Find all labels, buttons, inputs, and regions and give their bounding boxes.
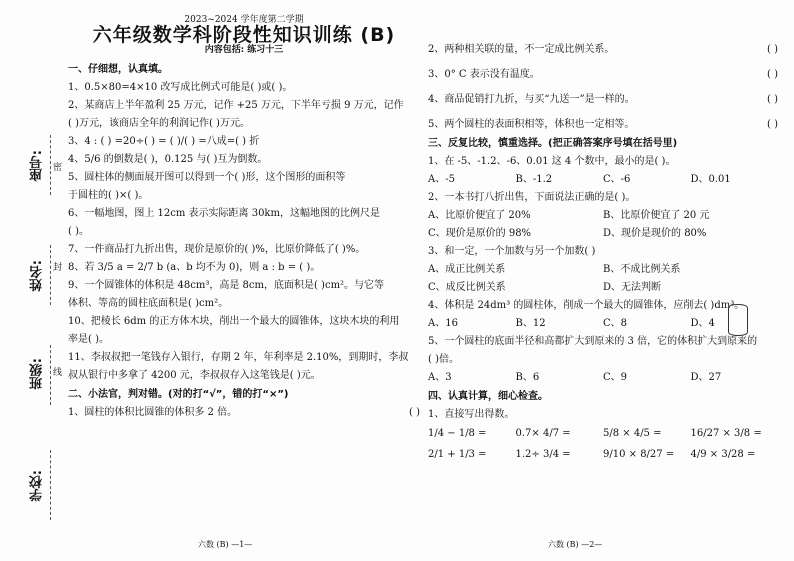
- choice-3: 3、和一定，一个加数与另一个加数( ): [428, 246, 596, 257]
- judge-2: [428, 43, 778, 56]
- seal-xian: 线: [53, 368, 63, 378]
- school-label: 学校:: [30, 470, 45, 502]
- choice-3-options-row1: [428, 263, 778, 276]
- choice-5-option-a[interactable]: A、3: [428, 372, 452, 383]
- choice-2-option-a[interactable]: A、比原价便宜了 20%: [428, 210, 531, 221]
- judge-5-answer[interactable]: ( ): [767, 119, 778, 130]
- choice-1: 1、在 -5、-1.2、-6、0.01 这 4 个数中，最小的是( )。: [428, 156, 676, 167]
- question-1: 1、0.5×80=4×10 改写成比例式可能是( )或( )。: [68, 82, 293, 93]
- seat-label: 座号:: [30, 150, 45, 182]
- choice-4-options: [428, 317, 778, 330]
- exam-title: 六年级数学科阶段性知识训练 (B): [92, 24, 396, 46]
- section-fill-heading: 一、仔细想，认真填。: [68, 64, 168, 75]
- judge-2-text: 2、两种相关联的量，不一定成比例关系。: [428, 44, 615, 55]
- calc-item[interactable]: 4/9 × 3/28 =: [690, 449, 756, 460]
- question-5a: 5、圆柱体的侧面展开图可以得到一个( )形，这个图形的面积等: [68, 172, 346, 183]
- judge-3-text: 3、0° C 表示没有温度。: [428, 69, 540, 80]
- question-6a: 6、一幅地图，图上 12cm 表示实际距离 30km，这幅地图的比例尺是: [68, 208, 380, 219]
- left-page: [68, 0, 420, 561]
- question-2b: ( )万元，该商店全年的利润记作( )万元。: [68, 118, 250, 129]
- choice-4-option-d[interactable]: D、4: [690, 318, 715, 329]
- question-3: 3、4 : ( ) =20÷( ) = ( )/( ) =八成=( ) 折: [68, 136, 260, 147]
- choice-3-options-row2: [428, 281, 778, 294]
- choice-1-option-d[interactable]: D、0.01: [690, 174, 731, 185]
- judge-4: [428, 93, 778, 106]
- choice-5-option-d[interactable]: D、27: [690, 372, 722, 383]
- question-7: 7、一件商品打九折出售，现价是原价的( )%，比原价降低了( )%。: [68, 244, 366, 255]
- question-4: 4、5/6 的倒数是( )，0.125 与( )互为倒数。: [68, 154, 268, 165]
- calc-subheading: 1、直接写出得数。: [428, 409, 515, 420]
- class-label: 班级:: [30, 358, 45, 390]
- calc-item[interactable]: 5/8 × 4/5 =: [603, 428, 662, 439]
- section-judge-heading: 二、小法官，判对错。(对的打“√”，错的打“×”): [68, 389, 289, 400]
- blank-line-school: [50, 450, 51, 520]
- choice-3-option-b[interactable]: B、不成比例关系: [603, 264, 681, 275]
- question-11a: 11、李叔叔把一笔钱存入银行，存期 2 年，年利率是 2.10%，到期时，李叔: [68, 352, 409, 363]
- exam-scope: 内容包括: 练习十三: [204, 45, 284, 55]
- question-9a: 9、一个圆锥体的体积是 48cm³，高是 8cm，底面积是( )cm²。与它等: [68, 280, 385, 291]
- choice-2-option-b[interactable]: B、比原价便宜了 20 元: [603, 210, 710, 221]
- choice-5b: ( )倍。: [428, 354, 459, 365]
- choice-2: 2、一本书打八折出售，下面说法正确的是( )。: [428, 192, 636, 203]
- section-calc-heading: 四、认真计算，细心检查。: [428, 391, 548, 402]
- right-page: [428, 0, 778, 561]
- choice-2-option-d[interactable]: D、现价是现价的 80%: [603, 228, 707, 239]
- choice-5a: 5、一个圆柱的底面半径和高都扩大到原来的 3 倍，它的体积扩大到原来的: [428, 336, 758, 347]
- judge-1-text: 1、圆柱的体积比圆锥的体积多 2 倍。: [68, 407, 238, 418]
- calc-item[interactable]: 16/27 × 3/8 =: [690, 428, 762, 439]
- seal-mi: 密: [53, 163, 63, 173]
- choice-4: 4、体积是 24dm³ 的圆柱体，削成一个最大的圆锥体，应削去( )dm³。: [428, 300, 745, 311]
- choice-4-option-a[interactable]: A、16: [428, 318, 458, 329]
- choice-1-option-c[interactable]: C、-6: [603, 174, 631, 185]
- choice-2-option-c[interactable]: C、现价是原价的 98%: [428, 228, 532, 239]
- choice-4-option-c[interactable]: C、8: [603, 318, 628, 329]
- judge-4-answer[interactable]: ( ): [767, 94, 778, 105]
- blank-line-name: [50, 245, 51, 305]
- choice-4-option-b[interactable]: B、12: [515, 318, 546, 329]
- choice-3-option-d[interactable]: D、无法判断: [603, 282, 662, 293]
- choice-5-options: [428, 371, 778, 384]
- question-8: 8、若 3/5 a = 2/7 b (a、b 均不为 0)，则 a : b = ( )。: [68, 262, 321, 273]
- judge-4-text: 4、商品促销打九折，与买“九送一”是一样的。: [428, 94, 635, 105]
- question-5b: 于圆柱的( )×( )。: [68, 190, 149, 201]
- blank-line-seat: [50, 135, 51, 195]
- calc-item[interactable]: 1/4 − 1/8 =: [428, 428, 487, 439]
- judge-2-answer[interactable]: ( ): [767, 44, 778, 55]
- question-11b: 叔从银行中多拿了 4200 元，李叔叔存入这笔钱是( )元。: [68, 370, 321, 381]
- calc-item[interactable]: 9/10 × 8/27 =: [603, 449, 675, 460]
- choice-2-options-row2: [428, 227, 778, 240]
- cylinder-figure-icon: [728, 304, 748, 336]
- calc-item[interactable]: 2/1 + 1/3 =: [428, 449, 487, 460]
- choice-1-option-a[interactable]: A、-5: [428, 174, 455, 185]
- calc-item[interactable]: 0.7× 4/7 =: [515, 428, 571, 439]
- section-choice-heading: 三、反复比较，慎重选择。(把正确答案序号填在括号里): [428, 138, 678, 149]
- choice-1-option-b[interactable]: B、-1.2: [515, 174, 553, 185]
- page-footer-2: 六数 (B) —2—: [548, 540, 603, 549]
- page-footer-1: 六数 (B) —1—: [198, 540, 253, 549]
- blank-line-class: [50, 345, 51, 405]
- judge-5-text: 5、两个圆柱的表面积相等，体积也一定相等。: [428, 119, 635, 130]
- choice-1-options: [428, 173, 778, 186]
- choice-3-option-a[interactable]: A、成正比例关系: [428, 264, 506, 275]
- choice-2-options-row1: [428, 209, 778, 222]
- seal-feng: 封: [53, 263, 63, 273]
- question-2a: 2、某商店上半年盈利 25 万元，记作 +25 万元，下半年亏损 9 万元，记作: [68, 100, 404, 111]
- choice-5-option-c[interactable]: C、9: [603, 372, 628, 383]
- judge-1-answer[interactable]: ( ): [409, 407, 420, 418]
- judge-3: [428, 68, 778, 81]
- binding-strip: [0, 0, 62, 561]
- calc-item[interactable]: 1.2÷ 3/4 =: [515, 449, 571, 460]
- school-year: 2023~2024 学年度第二学期: [184, 15, 304, 25]
- question-10b: 率是( )。: [68, 334, 109, 345]
- question-10a: 10、把棱长 6dm 的正方体木块，削出一个最大的圆锥体，这块木块的利用: [68, 316, 400, 327]
- judge-3-answer[interactable]: ( ): [767, 69, 778, 80]
- name-label: 姓名:: [30, 260, 45, 292]
- question-9b: 体积、等高的圆柱底面积是( )cm²。: [68, 298, 229, 309]
- calc-grid: [428, 427, 778, 461]
- judge-1: [68, 406, 420, 419]
- judge-5: [428, 118, 778, 131]
- choice-3-option-c[interactable]: C、成反比例关系: [428, 282, 506, 293]
- choice-5-option-b[interactable]: B、6: [515, 372, 540, 383]
- question-6b: ( )。: [68, 226, 89, 237]
